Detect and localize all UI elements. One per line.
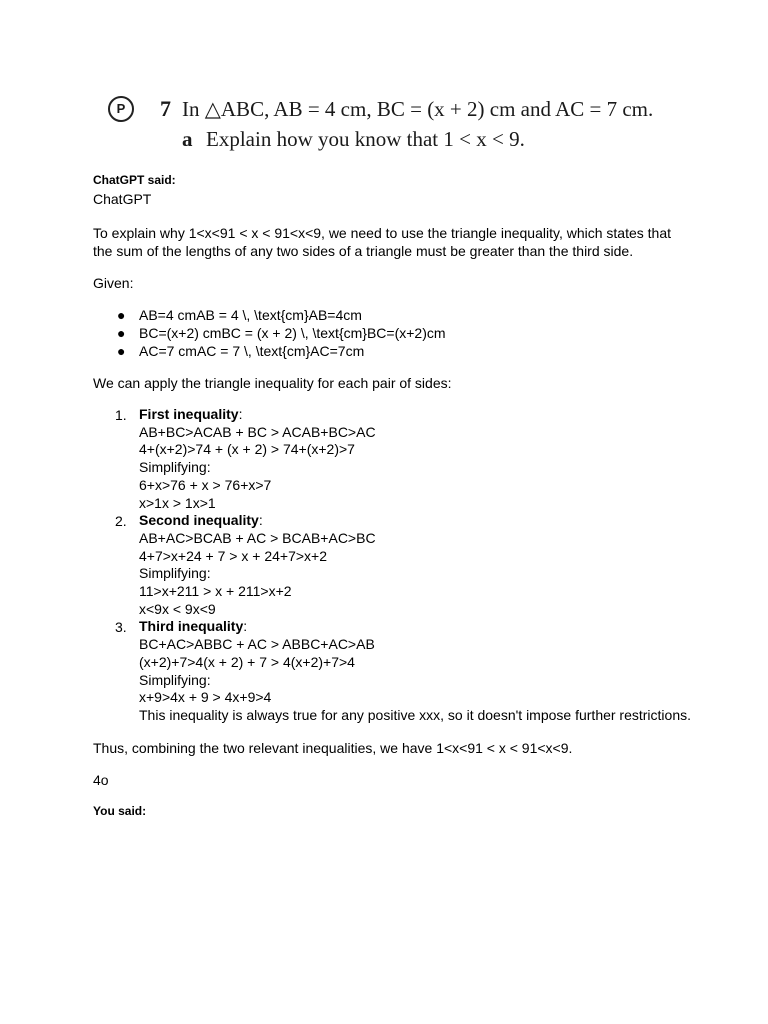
step-colon: : bbox=[258, 512, 263, 529]
p-badge-icon: P bbox=[108, 96, 134, 122]
question-number: 7 bbox=[160, 96, 171, 121]
assistant-speaker-label: ChatGPT said: bbox=[93, 173, 176, 187]
conclusion-paragraph: Thus, combining the two relevant inequalities, we have 1<x<91 < x < 91<x<9. bbox=[93, 739, 573, 756]
bullet-icon: ● bbox=[117, 307, 126, 323]
assistant-name: ChatGPT bbox=[93, 191, 152, 207]
problem-statement bbox=[106, 94, 686, 158]
step-line: 4+(x+2)>74 + (x + 2) > 74+(x+2)>7 bbox=[139, 441, 355, 458]
step-line: BC+AC>ABBC + AC > ABBC+AC>AB bbox=[139, 636, 375, 653]
step-line: Simplifying: bbox=[139, 671, 211, 688]
step-item bbox=[115, 512, 693, 618]
step-title: First inequality bbox=[139, 406, 239, 422]
step-number: 2. bbox=[115, 513, 127, 530]
apply-paragraph: We can apply the triangle inequality for each pair of sides: bbox=[93, 375, 452, 391]
step-colon: : bbox=[238, 406, 243, 422]
step-item bbox=[115, 618, 693, 724]
bullet-icon: ● bbox=[117, 343, 126, 359]
step-line: x<9x < 9x<9 bbox=[139, 600, 216, 617]
list-item bbox=[117, 306, 693, 324]
model-tag: 4o bbox=[93, 771, 109, 788]
step-line: x+9>4x + 9 > 4x+9>4 bbox=[139, 689, 272, 706]
given-item-text: AC=7 cmAC = 7 \, \text{cm}AC=7cm bbox=[139, 343, 365, 359]
given-label: Given: bbox=[93, 275, 134, 291]
given-list bbox=[93, 306, 693, 360]
step-title: Second inequality bbox=[139, 512, 259, 529]
list-item bbox=[117, 342, 693, 360]
step-line: (x+2)+7>4(x + 2) + 7 > 4(x+2)+7>4 bbox=[139, 653, 355, 670]
step-colon: : bbox=[243, 618, 248, 635]
step-item bbox=[115, 406, 693, 512]
step-line: AB+AC>BCAB + AC > BCAB+AC>BC bbox=[139, 529, 376, 546]
user-speaker-label: You said: bbox=[93, 803, 147, 818]
question-text: In △ABC, AB = 4 cm, BC = (x + 2) cm and AC = 7 cm. bbox=[182, 97, 654, 121]
step-line: Simplifying: bbox=[139, 459, 211, 476]
step-line: Simplifying: bbox=[139, 565, 211, 582]
step-line: This inequality is always true for any positive xxx, so it doesn't impose further restrictions. bbox=[139, 706, 692, 723]
intro-paragraph: To explain why 1<x<91 < x < 91<x<9, we need to use the triangle inequality, which states that the sum of the lengths of any two sides of a triangle must be greater than the third side. bbox=[93, 225, 671, 259]
list-item bbox=[117, 324, 693, 342]
given-item-text: AB=4 cmAB = 4 \, \text{cm}AB=4cm bbox=[139, 307, 362, 323]
step-number: 1. bbox=[115, 407, 127, 423]
given-item-text: BC=(x+2) cmBC = (x + 2) \, \text{cm}BC=(x+2)cm bbox=[139, 325, 446, 341]
step-number: 3. bbox=[115, 619, 127, 636]
step-line: 4+7>x+24 + 7 > x + 24+7>x+2 bbox=[139, 547, 327, 564]
question-part-letter: a bbox=[182, 127, 193, 151]
inequality-steps bbox=[93, 406, 693, 725]
step-line: AB+BC>ACAB + BC > ACAB+BC>AC bbox=[139, 423, 376, 440]
step-line: 11>x+211 > x + 211>x+2 bbox=[139, 583, 292, 600]
step-line: 6+x>76 + x > 76+x>7 bbox=[139, 476, 272, 493]
question-part-text: Explain how you know that 1 < x < 9. bbox=[206, 127, 525, 151]
step-line: x>1x > 1x>1 bbox=[139, 494, 216, 511]
bullet-icon: ● bbox=[117, 325, 126, 341]
chat-transcript bbox=[93, 172, 693, 819]
step-title: Third inequality bbox=[139, 618, 244, 635]
